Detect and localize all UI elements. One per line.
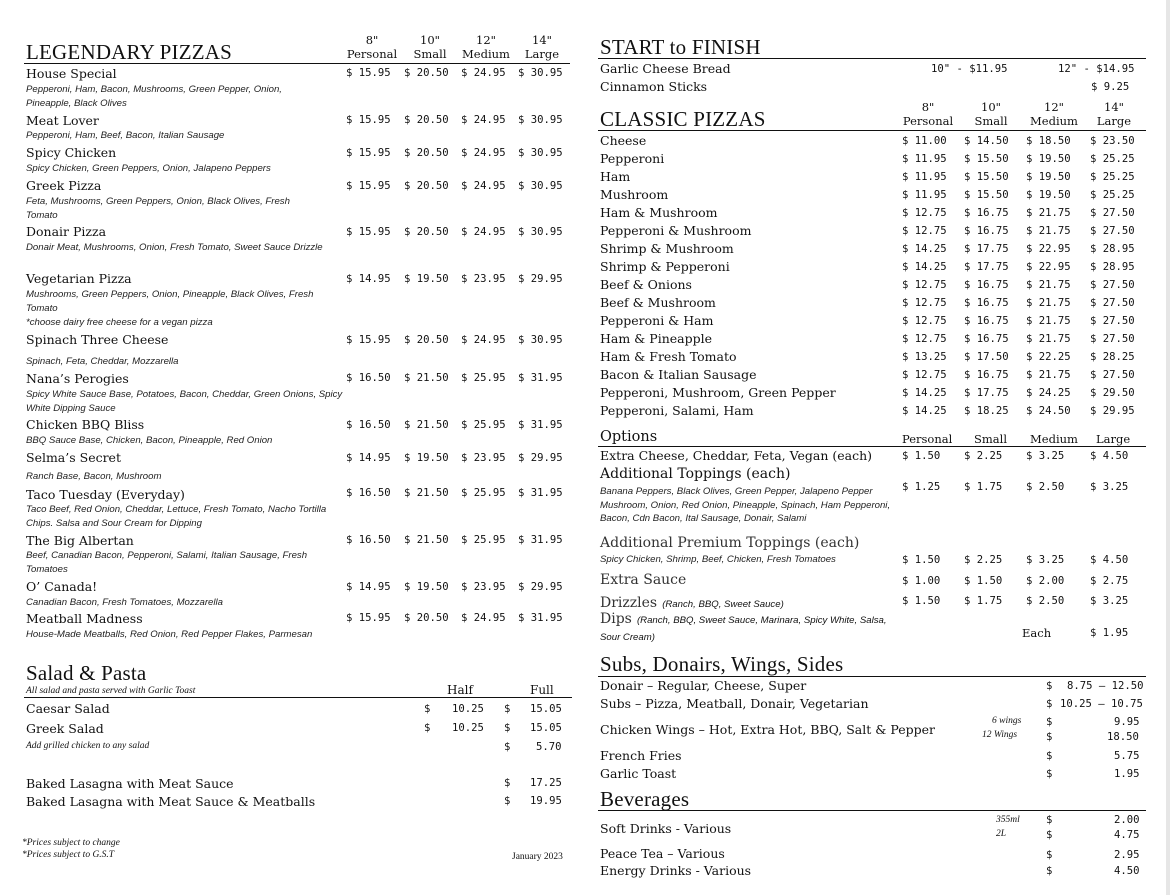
item-name: Extra Sauce — [600, 572, 687, 588]
price-personal: $ 15.95 — [346, 612, 391, 624]
size-header-medium: 12" Medium — [462, 33, 510, 61]
price-medium: $ 2.50 — [1026, 481, 1065, 493]
item-name: Subs – Pizza, Meatball, Donair, Vegetarian — [600, 696, 869, 711]
price-large: $ 31.95 — [518, 534, 563, 546]
price: $ 9.25 — [1091, 81, 1130, 93]
price-large: $ 29.50 — [1090, 387, 1135, 399]
item-description: Spinach, Feta, Cheddar, Mozzarella — [26, 356, 179, 367]
start-rule — [598, 58, 1146, 59]
price-personal: $ 16.50 — [346, 487, 391, 499]
price-personal: $ 14.95 — [346, 273, 391, 285]
price-personal: $ 14.25 — [902, 405, 947, 417]
currency: $ — [1046, 849, 1053, 861]
item-name: Baked Lasagna with Meat Sauce & Meatballs — [26, 794, 316, 809]
price-small: $ 16.75 — [964, 225, 1009, 237]
item-name: Cinnamon Sticks — [600, 79, 708, 94]
item-name: Shrimp & Mushroom — [600, 241, 734, 256]
item-name: Ham & Pineapple — [600, 331, 712, 346]
beverages-title: Beverages — [600, 787, 690, 811]
price-medium: $ 21.75 — [1026, 315, 1071, 327]
qty-355ml: 355ml — [996, 815, 1020, 825]
item-description: Spicy Chicken, Green Peppers, Onion, Jalapeno Peppers — [26, 163, 271, 174]
price-large: $ 25.25 — [1090, 153, 1135, 165]
item-name: Drizzles — [600, 595, 658, 611]
price-medium: $ 21.75 — [1026, 297, 1071, 309]
price-small: $ 16.75 — [964, 369, 1009, 381]
price-small: $ 17.75 — [964, 387, 1009, 399]
item-name: Spicy Chicken — [26, 145, 117, 160]
price-medium: $ 25.95 — [461, 534, 506, 546]
price-medium: $ 25.95 — [461, 372, 506, 384]
item-name: Bacon & Italian Sausage — [600, 367, 757, 382]
item-inline-desc: (Ranch, BBQ, Sweet Sauce, Marinara, Spicy White, Salsa, Sour Cream) — [600, 615, 887, 643]
price-personal: $ 12.75 — [902, 207, 947, 219]
item-name: Additional Toppings (each) — [600, 466, 791, 482]
legendary-title: LEGENDARY PIZZAS — [26, 40, 233, 64]
item-description: Canadian Bacon, Fresh Tomatoes, Mozzarella — [26, 597, 223, 608]
price-large: $ 30.95 — [518, 147, 563, 159]
price-personal: $ 1.00 — [902, 575, 941, 587]
price-personal: $ 14.95 — [346, 581, 391, 593]
currency: $ — [1046, 768, 1053, 780]
salad-col-half: Half — [447, 683, 473, 697]
options-col-personal: Personal — [902, 432, 953, 446]
price-medium: $ 23.95 — [461, 581, 506, 593]
item-name: House Special — [26, 66, 117, 81]
price-full: 19.95 — [530, 795, 562, 807]
item-name: Mushroom — [600, 187, 669, 202]
item-name-row — [600, 592, 784, 611]
currency: $ — [504, 795, 511, 807]
item-name: Garlic Toast — [600, 766, 677, 781]
item-name: Peace Tea – Various — [600, 846, 725, 861]
price-personal: $ 1.50 — [902, 595, 941, 607]
price-small: $ 16.75 — [964, 279, 1009, 291]
item-name: Energy Drinks - Various — [600, 863, 752, 878]
price-medium: $ 24.95 — [461, 114, 506, 126]
currency: $ — [1046, 814, 1053, 826]
price-personal: $ 1.50 — [902, 450, 941, 462]
currency: $ — [1046, 680, 1053, 692]
price-personal: $ 16.50 — [346, 534, 391, 546]
item-note: *choose dairy free cheese for a vegan pizza — [26, 317, 213, 328]
price-small: $ 21.50 — [404, 419, 449, 431]
price-small: $ 1.75 — [964, 595, 1003, 607]
menu-date: January 2023 — [512, 852, 563, 862]
price-small: $ 20.50 — [404, 612, 449, 624]
price-large: $ 23.50 — [1090, 135, 1135, 147]
item-name: Meat Lover — [26, 113, 99, 128]
price-small: $ 19.50 — [404, 452, 449, 464]
price-medium: $ 22.25 — [1026, 351, 1071, 363]
price-large: $ 27.50 — [1090, 207, 1135, 219]
price-large: $ 30.95 — [518, 226, 563, 238]
price-medium: $ 19.50 — [1026, 171, 1071, 183]
item-name: Selma’s Secret — [26, 450, 121, 465]
price-medium: $ 3.25 — [1026, 450, 1065, 462]
price-large: $ 4.50 — [1090, 554, 1129, 566]
price-medium: $ 24.95 — [461, 180, 506, 192]
price-personal: $ 12.75 — [902, 279, 947, 291]
price-small: $ 20.50 — [404, 147, 449, 159]
price: 1.95 — [1114, 768, 1140, 780]
item-name: Garlic Cheese Bread — [600, 61, 731, 76]
price-small: $ 1.50 — [964, 575, 1003, 587]
item-name: Pepperoni — [600, 151, 665, 166]
price-personal: $ 16.50 — [346, 419, 391, 431]
price-small: $ 16.75 — [964, 315, 1009, 327]
item-name: Dips — [600, 611, 632, 627]
price-small: $ 15.50 — [964, 153, 1009, 165]
currency: $ — [504, 777, 511, 789]
price: 10.25 – 10.75 — [1060, 698, 1143, 710]
price-small: $ 1.75 — [964, 481, 1003, 493]
size-header-large: 14" Large — [1096, 100, 1132, 128]
price-personal: $ 11.95 — [902, 189, 947, 201]
currency: $ — [1046, 731, 1053, 743]
options-col-medium: Medium — [1030, 432, 1078, 446]
price-6-wings: 9.95 — [1114, 716, 1140, 728]
item-description: Taco Beef, Red Onion, Cheddar, Lettuce, Fresh Tomato, Nacho Tortilla Chips. Salsa and Sour Cream for Dipping — [26, 504, 327, 529]
price-small: $ 18.25 — [964, 405, 1009, 417]
price-medium: $ 25.95 — [461, 487, 506, 499]
item-name: Pepperoni & Mushroom — [600, 223, 752, 238]
price-personal: $ 15.95 — [346, 180, 391, 192]
price-personal: $ 11.95 — [902, 171, 947, 183]
start-title: START to FINISH — [600, 35, 761, 59]
salad-rule — [24, 697, 572, 698]
price-medium: $ 24.25 — [1026, 387, 1071, 399]
price-medium: $ 2.00 — [1026, 575, 1065, 587]
price-large: $ 28.95 — [1090, 261, 1135, 273]
price-personal: $ 12.75 — [902, 297, 947, 309]
item-description: Ranch Base, Bacon, Mushroom — [26, 471, 162, 482]
options-rule — [598, 446, 1146, 447]
currency: $ — [424, 722, 431, 734]
price-medium: $ 23.95 — [461, 273, 506, 285]
price-large: $ 29.95 — [518, 452, 563, 464]
price: 4.50 — [1114, 865, 1140, 877]
currency: $ — [504, 741, 511, 753]
price-small: $ 19.50 — [404, 581, 449, 593]
price-small: $ 21.50 — [404, 487, 449, 499]
price-half: 10.25 — [452, 703, 484, 715]
item-name: O’ Canada! — [26, 579, 98, 594]
price-medium: $ 22.95 — [1026, 243, 1071, 255]
price-large: $ 27.50 — [1090, 279, 1135, 291]
item-name: Donair – Regular, Cheese, Super — [600, 678, 807, 693]
currency: $ — [504, 722, 511, 734]
subs-title: Subs, Donairs, Wings, Sides — [600, 652, 844, 676]
item-description: Mushrooms, Green Peppers, Onion, Pineapple, Black Olives, Fresh Tomato — [26, 289, 314, 314]
currency: $ — [1046, 829, 1053, 841]
price: $ 1.95 — [1090, 627, 1129, 639]
price-small: $ 20.50 — [404, 226, 449, 238]
price-large: $ 30.95 — [518, 334, 563, 346]
price: 2.95 — [1114, 849, 1140, 861]
currency: $ — [1046, 716, 1053, 728]
item-name: Extra Cheese, Cheddar, Feta, Vegan (each) — [600, 448, 873, 463]
price-small: $ 15.50 — [964, 171, 1009, 183]
item-description: Pepperoni, Ham, Beef, Bacon, Italian Sausage — [26, 130, 225, 141]
item-name: Beef & Onions — [600, 277, 692, 292]
price-large: $ 29.95 — [518, 581, 563, 593]
salad-subtitle: All salad and pasta served with Garlic Toast — [26, 686, 196, 696]
price-medium: $ 3.25 — [1026, 554, 1065, 566]
price-medium: $ 21.75 — [1026, 333, 1071, 345]
footnote-change: *Prices subject to change — [22, 838, 120, 848]
item-description: Pepperoni, Ham, Bacon, Mushrooms, Green Pepper, Onion, Pineapple, Black Olives — [26, 84, 282, 109]
price-personal: $ 11.00 — [902, 135, 947, 147]
salad-col-full: Full — [530, 683, 554, 697]
price-medium: $ 21.75 — [1026, 369, 1071, 381]
price-large: $ 30.95 — [518, 114, 563, 126]
item-description: Donair Meat, Mushrooms, Onion, Fresh Tomato, Sweet Sauce Drizzle — [26, 242, 323, 253]
item-description: House-Made Meatballs, Red Onion, Red Pepper Flakes, Parmesan — [26, 629, 313, 640]
price-personal: $ 14.25 — [902, 387, 947, 399]
item-name: Caesar Salad — [26, 701, 110, 716]
each-label: Each — [1022, 626, 1052, 640]
item-name: Spinach Three Cheese — [26, 332, 169, 347]
footnote-gst: *Prices subject to G.S.T — [22, 850, 115, 860]
currency: $ — [1046, 698, 1053, 710]
price-large: $ 31.95 — [518, 612, 563, 624]
price-full: 15.05 — [530, 722, 562, 734]
item-name: Add grilled chicken to any salad — [26, 741, 150, 751]
item-name: Pepperoni & Ham — [600, 313, 714, 328]
price-medium: $ 24.95 — [461, 226, 506, 238]
price-personal: $ 1.50 — [902, 554, 941, 566]
price-small: $ 21.50 — [404, 534, 449, 546]
price-large: $ 27.50 — [1090, 297, 1135, 309]
item-name: Shrimp & Pepperoni — [600, 259, 730, 274]
qty-6-wings: 6 wings — [992, 716, 1022, 726]
price-small: $ 14.50 — [964, 135, 1009, 147]
price-large: $ 3.25 — [1090, 595, 1129, 607]
currency: $ — [424, 703, 431, 715]
currency: $ — [504, 703, 511, 715]
price-medium: $ 24.95 — [461, 147, 506, 159]
price-12-wings: 18.50 — [1107, 731, 1139, 743]
price-large: $ 27.50 — [1090, 369, 1135, 381]
price-large: $ 29.95 — [518, 273, 563, 285]
price-personal: $ 15.95 — [346, 334, 391, 346]
price-medium: $ 19.50 — [1026, 189, 1071, 201]
price-large: $ 27.50 — [1090, 225, 1135, 237]
item-name: Pepperoni, Mushroom, Green Pepper — [600, 385, 836, 400]
price-personal: $ 14.95 — [346, 452, 391, 464]
price-large: $ 27.50 — [1090, 315, 1135, 327]
price-small: $ 20.50 — [404, 180, 449, 192]
item-name: Beef & Mushroom — [600, 295, 716, 310]
price-large: $ 28.25 — [1090, 351, 1135, 363]
item-name: Ham & Mushroom — [600, 205, 718, 220]
item-name: Soft Drinks - Various — [600, 821, 732, 836]
item-name: The Big Albertan — [26, 533, 134, 548]
price-medium: $ 24.50 — [1026, 405, 1071, 417]
beverages-rule — [598, 810, 1146, 811]
price-large: $ 25.25 — [1090, 189, 1135, 201]
classic-rule — [598, 130, 1146, 131]
price-small: $ 16.75 — [964, 297, 1009, 309]
price-medium: $ 23.95 — [461, 452, 506, 464]
price-355ml: 2.00 — [1114, 814, 1140, 826]
item-name: Meatball Madness — [26, 611, 143, 626]
item-description: Spicy Chicken, Shrimp, Beef, Chicken, Fresh Tomatoes — [600, 554, 836, 565]
price-full: 5.70 — [536, 741, 562, 753]
options-title: Options — [600, 429, 658, 445]
price-personal: $ 14.25 — [902, 243, 947, 255]
item-name: Baked Lasagna with Meat Sauce — [26, 776, 234, 791]
price-large: $ 31.95 — [518, 487, 563, 499]
price-personal: $ 15.95 — [346, 226, 391, 238]
item-name: Greek Pizza — [26, 178, 102, 193]
size-header-large: 14" Large — [524, 33, 560, 61]
price-personal: $ 12.75 — [902, 225, 947, 237]
item-name: Pepperoni, Salami, Ham — [600, 403, 754, 418]
price-small: $ 19.50 — [404, 273, 449, 285]
price-large: $ 29.95 — [1090, 405, 1135, 417]
price-medium: $ 24.95 — [461, 67, 506, 79]
price-medium: $ 21.75 — [1026, 279, 1071, 291]
price-medium: $ 22.95 — [1026, 261, 1071, 273]
item-name: Ham — [600, 169, 631, 184]
price-personal: $ 14.25 — [902, 261, 947, 273]
item-name: Nana’s Perogies — [26, 371, 129, 386]
salad-title: Salad & Pasta — [26, 661, 147, 685]
price-small: $ 16.75 — [964, 207, 1009, 219]
options-col-large: Large — [1096, 432, 1131, 446]
price-personal: $ 15.95 — [346, 67, 391, 79]
price-medium: $ 21.75 — [1026, 207, 1071, 219]
price-full: 17.25 — [530, 777, 562, 789]
price-personal: $ 12.75 — [902, 369, 947, 381]
item-name: Chicken Wings – Hot, Extra Hot, BBQ, Salt & Pepper — [600, 722, 935, 737]
price-medium: $ 21.75 — [1026, 225, 1071, 237]
price-personal: $ 16.50 — [346, 372, 391, 384]
item-name: Ham & Fresh Tomato — [600, 349, 737, 364]
item-description: BBQ Sauce Base, Chicken, Bacon, Pineapple, Red Onion — [26, 435, 273, 446]
price-personal: $ 15.95 — [346, 147, 391, 159]
price-small: $ 17.50 — [964, 351, 1009, 363]
item-name: Cheese — [600, 133, 647, 148]
price-small: $ 17.75 — [964, 261, 1009, 273]
item-name: Donair Pizza — [26, 224, 107, 239]
price-10in: 10" - $11.95 — [931, 63, 1008, 75]
item-inline-desc: (Ranch, BBQ, Sweet Sauce) — [662, 599, 784, 610]
price-personal: $ 1.25 — [902, 481, 941, 493]
size-header-small: 10" Small — [413, 33, 447, 61]
price-small: $ 20.50 — [404, 67, 449, 79]
price-medium: $ 18.50 — [1026, 135, 1071, 147]
item-name: Vegetarian Pizza — [26, 271, 132, 286]
item-name: French Fries — [600, 748, 682, 763]
price-half: 10.25 — [452, 722, 484, 734]
item-name: Chicken BBQ Bliss — [26, 417, 145, 432]
currency: $ — [1046, 865, 1053, 877]
qty-12-wings: 12 Wings — [982, 730, 1018, 740]
price-personal: $ 12.75 — [902, 333, 947, 345]
price-full: 15.05 — [530, 703, 562, 715]
item-description: Spicy White Sauce Base, Potatoes, Bacon, Cheddar, Green Onions, Spicy White Dipping Sauce — [26, 389, 343, 414]
price-large: $ 4.50 — [1090, 450, 1129, 462]
price-medium: $ 24.95 — [461, 612, 506, 624]
item-name-row — [600, 611, 890, 645]
price-small: $ 15.50 — [964, 189, 1009, 201]
price-large: $ 30.95 — [518, 180, 563, 192]
price-personal: $ 12.75 — [902, 315, 947, 327]
item-name: Additional Premium Toppings (each) — [600, 535, 860, 551]
item-name: Greek Salad — [26, 721, 104, 736]
qty-2l: 2L — [996, 829, 1007, 839]
price-small: $ 16.75 — [964, 333, 1009, 345]
size-header-small: 10" Small — [974, 100, 1008, 128]
price-small: $ 17.75 — [964, 243, 1009, 255]
price: 8.75 – 12.50 — [1067, 680, 1144, 692]
size-header-medium: 12" Medium — [1030, 100, 1078, 128]
price-large: $ 2.75 — [1090, 575, 1129, 587]
size-header-personal: 8" Personal — [902, 100, 954, 128]
item-description: Feta, Mushrooms, Green Peppers, Onion, Black Olives, Fresh Tomato — [26, 196, 290, 221]
price-small: $ 21.50 — [404, 372, 449, 384]
price-personal: $ 11.95 — [902, 153, 947, 165]
price-large: $ 31.95 — [518, 419, 563, 431]
price-large: $ 28.95 — [1090, 243, 1135, 255]
price: 5.75 — [1114, 750, 1140, 762]
price-small: $ 20.50 — [404, 114, 449, 126]
item-description: Beef, Canadian Bacon, Pepperoni, Salami, Italian Sausage, Fresh Tomatoes — [26, 550, 308, 575]
price-large: $ 31.95 — [518, 372, 563, 384]
price-large: $ 30.95 — [518, 67, 563, 79]
price-2l: 4.75 — [1114, 829, 1140, 841]
price-large: $ 25.25 — [1090, 171, 1135, 183]
item-description: Banana Peppers, Black Olives, Green Pepper, Jalapeno Pepper Mushroom, Onion, Red Onion, Pineapple, Spinach, Ham Pepperoni, Bacon, Cdn Bacon, Ital Sausage, Donair, Salami — [600, 486, 891, 524]
price-medium: $ 19.50 — [1026, 153, 1071, 165]
subs-rule — [598, 676, 1146, 677]
item-name: Taco Tuesday (Everyday) — [26, 487, 185, 502]
price-small: $ 20.50 — [404, 334, 449, 346]
page-edge — [1166, 0, 1170, 895]
price-small: $ 2.25 — [964, 554, 1003, 566]
price-large: $ 3.25 — [1090, 481, 1129, 493]
price-large: $ 27.50 — [1090, 333, 1135, 345]
classic-title: CLASSIC PIZZAS — [600, 107, 766, 131]
size-header-personal: 8" Personal — [346, 33, 398, 61]
price-12in: 12" - $14.95 — [1058, 63, 1135, 75]
legendary-rule — [24, 63, 570, 64]
currency: $ — [1046, 750, 1053, 762]
options-col-small: Small — [974, 432, 1007, 446]
price-medium: $ 2.50 — [1026, 595, 1065, 607]
price-personal: $ 13.25 — [902, 351, 947, 363]
price-small: $ 2.25 — [964, 450, 1003, 462]
price-medium: $ 25.95 — [461, 419, 506, 431]
price-medium: $ 24.95 — [461, 334, 506, 346]
price-personal: $ 15.95 — [346, 114, 391, 126]
